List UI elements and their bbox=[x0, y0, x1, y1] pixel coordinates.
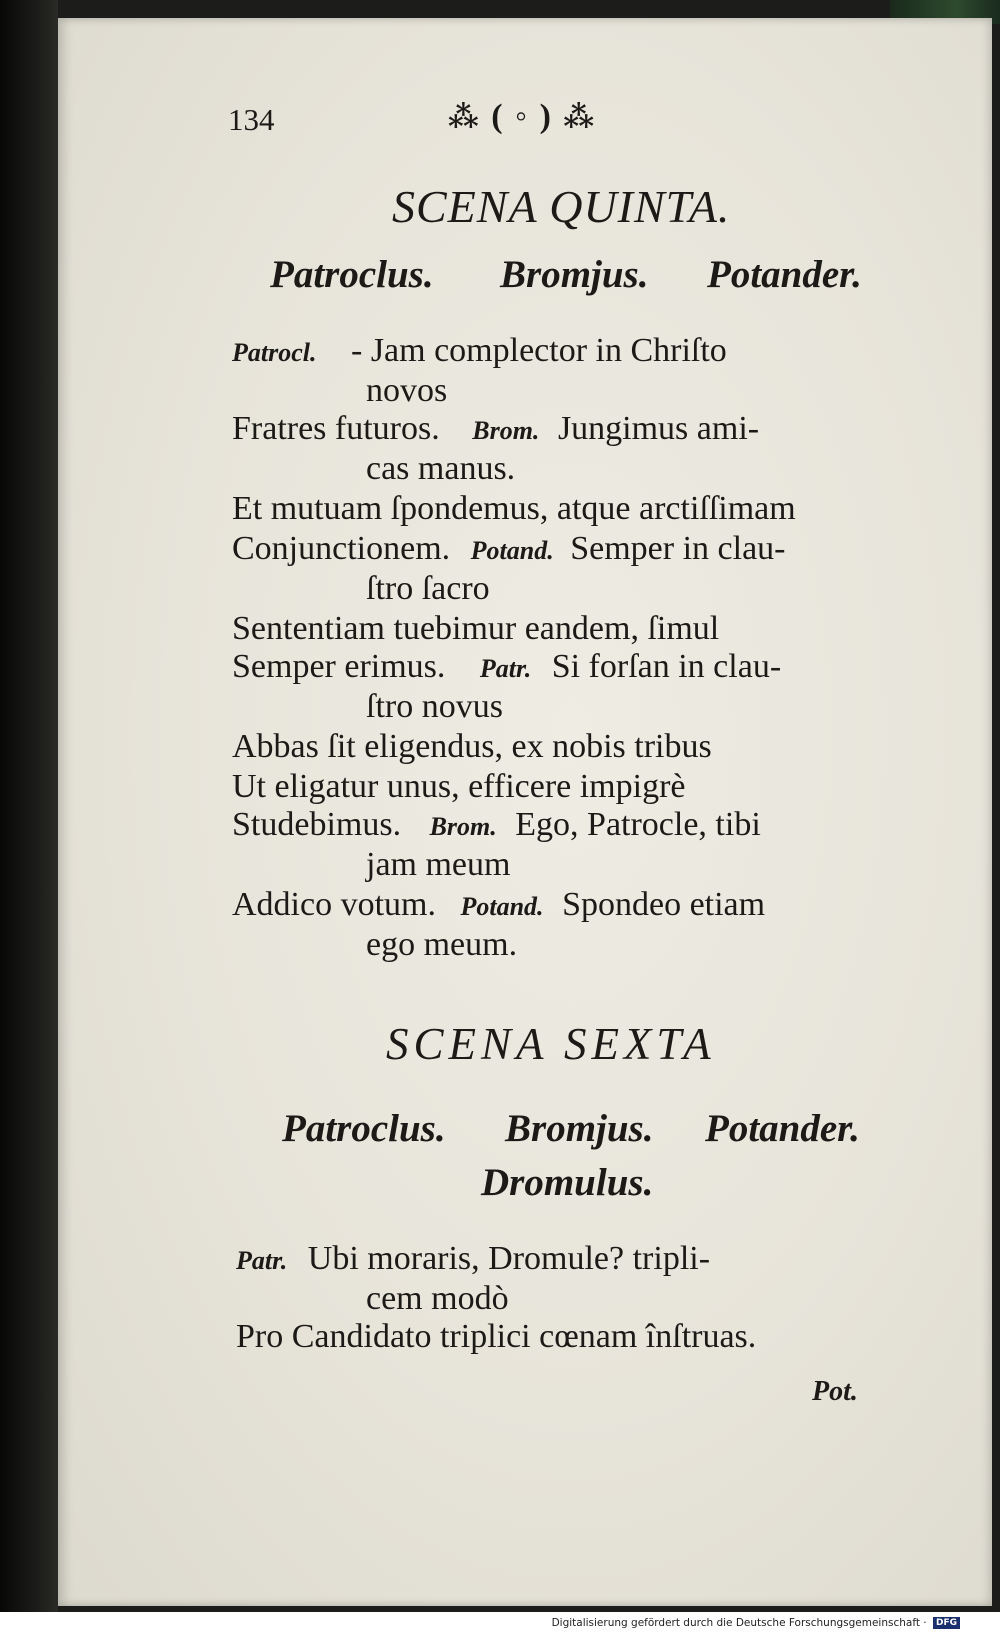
speaker-label: Potand. bbox=[460, 892, 544, 921]
verse-line: Ut eligatur unus, efficere impigrè bbox=[232, 768, 686, 805]
ornament-left-icon: ⁂ bbox=[448, 101, 481, 134]
verse-text: Spondeo etiam bbox=[562, 886, 766, 923]
verse-text: Fratres futuros. bbox=[232, 410, 440, 447]
digitization-credit bbox=[552, 1617, 960, 1629]
verse-line bbox=[232, 410, 759, 448]
verse-text: Studebimus. bbox=[232, 806, 402, 843]
verse-line bbox=[232, 648, 781, 686]
verse-line bbox=[232, 806, 761, 844]
book-spine bbox=[0, 0, 58, 1612]
verse-line bbox=[232, 886, 765, 924]
speaker-label: Patr. bbox=[236, 1246, 288, 1275]
cast-name: Patroclus. bbox=[282, 1107, 446, 1150]
verse-line bbox=[232, 332, 727, 370]
verse-text: Addico votum. bbox=[232, 886, 436, 923]
speaker-label: Patrocl. bbox=[232, 338, 317, 367]
verse-line: novos bbox=[366, 372, 448, 409]
verse-line: ſtro ſacro bbox=[366, 570, 490, 607]
scene-title: SCENA QUINTA. bbox=[392, 181, 731, 232]
speaker-label: Brom. bbox=[429, 812, 497, 841]
dfg-logo: DFG bbox=[933, 1617, 960, 1629]
verse-text: - Jam complector in Chriſto bbox=[351, 332, 727, 369]
verse-line: Sententiam tuebimur eandem, ſimul bbox=[232, 610, 720, 647]
verse-line: ſtro novus bbox=[366, 688, 503, 725]
catchword: Pot. bbox=[812, 1376, 858, 1407]
cast-name: Dromulus. bbox=[481, 1161, 654, 1204]
verse-text: Jungimus ami- bbox=[557, 410, 760, 447]
verse-line: cas manus. bbox=[366, 450, 516, 487]
verse-text: Semper in clau- bbox=[570, 530, 786, 567]
cast-name: Patroclus. bbox=[270, 253, 434, 296]
verse-text: Ubi moraris, Dromule? tripli- bbox=[307, 1240, 711, 1277]
verse-text: Si forſan in clau- bbox=[551, 648, 782, 685]
verse-text: Ego, Patrocle, tibi bbox=[515, 806, 761, 843]
credit-text: Digitalisierung gefördert durch die Deutsche Forschungsgemeinschaft · bbox=[551, 1617, 927, 1629]
verse-line: Pro Candidato triplici cœnam înſtruas. bbox=[236, 1318, 757, 1355]
speaker-label: Brom. bbox=[472, 416, 540, 445]
speaker-label: Patr. bbox=[479, 654, 532, 683]
verse-line: Et mutuam ſpondemus, atque arctiſſimam bbox=[232, 490, 796, 527]
header-ornament bbox=[448, 98, 596, 136]
verse-line: ego meum. bbox=[366, 926, 518, 963]
verse-text: Semper erimus. bbox=[232, 648, 446, 685]
page-number: 134 bbox=[228, 102, 275, 137]
verse-line: cem modò bbox=[366, 1280, 509, 1317]
ornament-right-icon: ⁂ bbox=[563, 101, 597, 134]
cast-name: Potander. bbox=[705, 1107, 860, 1150]
cast-name: Bromjus. bbox=[500, 253, 649, 296]
cast-name: Bromjus. bbox=[505, 1107, 654, 1150]
ornament-mid: ( ◦ ) bbox=[491, 98, 553, 135]
verse-line bbox=[236, 1240, 710, 1278]
scene-title: SCENA SEXTA bbox=[386, 1019, 716, 1069]
verse-line bbox=[232, 530, 786, 568]
speaker-label: Potand. bbox=[470, 536, 554, 565]
verse-line: Abbas ſit eligendus, ex nobis tribus bbox=[232, 728, 712, 765]
cast-name: Potander. bbox=[707, 253, 862, 296]
verse-text: Conjunctionem. bbox=[232, 530, 451, 567]
verse-line: jam meum bbox=[366, 846, 511, 883]
